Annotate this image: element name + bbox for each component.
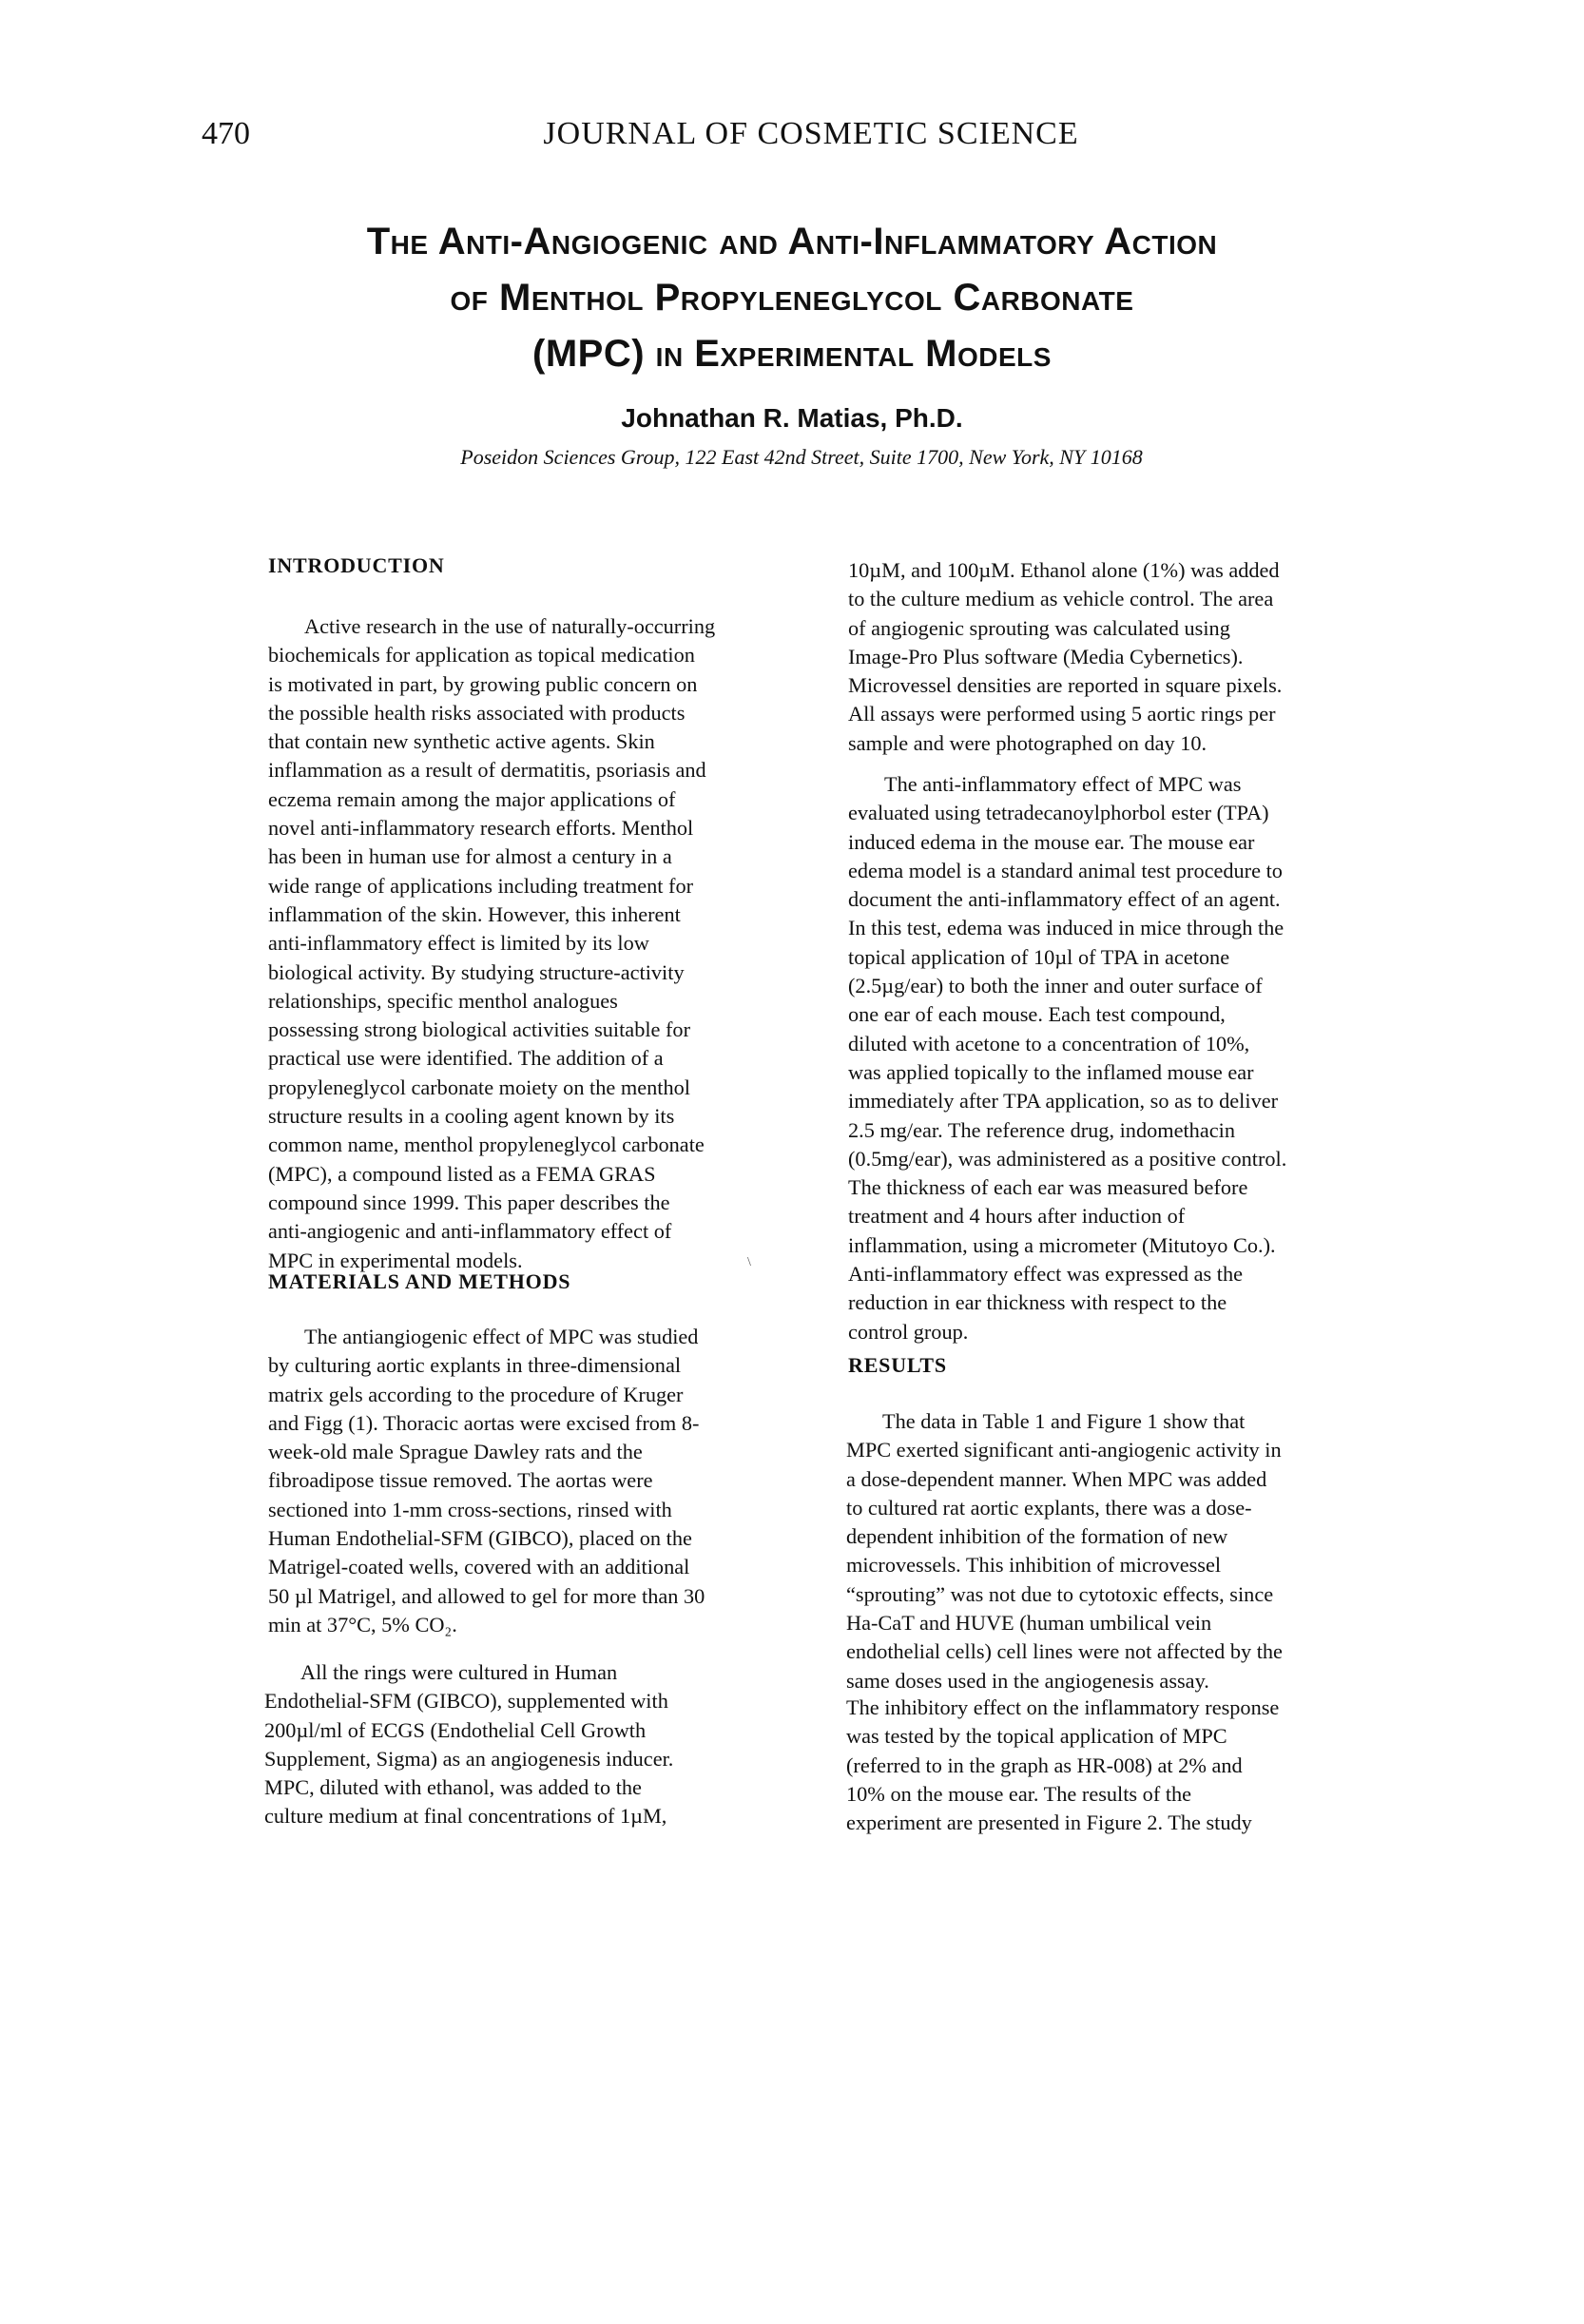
text-line: 2.5 mg/ear. The reference drug, indomethacin	[848, 1117, 1235, 1142]
section-heading-introduction: INTRODUCTION	[268, 553, 445, 577]
text-line: culture medium at final concentrations of 1µM,	[264, 1804, 667, 1829]
text-line: eczema remain among the major applications of	[268, 786, 676, 811]
text-line: (0.5mg/ear), was administered as a positive control.	[848, 1146, 1287, 1171]
paragraph	[848, 770, 1286, 1346]
scan-mark: \	[747, 1255, 751, 1269]
text-line: MPC exerted significant anti-angiogenic activity in	[846, 1438, 1282, 1462]
text-line: week-old male Sprague Dawley rats and the	[268, 1440, 643, 1464]
text-line: 10µM, and 100µM. Ethanol alone (1%) was added	[848, 558, 1280, 582]
text-line: document the anti-inflammatory effect of an agent.	[848, 887, 1281, 912]
text-line: one ear of each mouse. Each test compound,	[848, 1002, 1226, 1027]
section-heading-results: RESULTS	[848, 1353, 947, 1377]
text-line: Microvessel densities are reported in square pixels.	[848, 673, 1283, 698]
text-line: MPC, diluted with ethanol, was added to the	[264, 1775, 642, 1800]
text-line: 10% on the mouse ear. The results of the	[846, 1781, 1192, 1806]
text-line: All the rings were cultured in Human	[300, 1660, 618, 1684]
paragraph	[846, 1407, 1283, 1695]
text-line: diluted with acetone to a concentration of 10%,	[848, 1031, 1250, 1055]
text-line: control group.	[848, 1319, 969, 1344]
title-line: of Menthol Propyleneglycol Carbonate	[450, 277, 1134, 319]
paragraph	[846, 1694, 1279, 1837]
text-line: same doses used in the angiogenesis assay.	[846, 1668, 1209, 1693]
running-header-journal: JOURNAL OF COSMETIC SCIENCE	[543, 116, 1079, 151]
text-line: endothelial cells) cell lines were not affected by the	[846, 1639, 1283, 1664]
text-line: matrix gels according to the procedure of Kruger	[268, 1382, 684, 1406]
text-line: has been in human use for almost a century in a	[268, 844, 672, 869]
text-line: and Figg (1). Thoracic aortas were excised from 8-	[268, 1410, 700, 1435]
affiliation: Poseidon Sciences Group, 122 East 42nd Street, Suite 1700, New York, NY 10168	[460, 445, 1143, 469]
text-line: The anti-inflammatory effect of MPC was	[884, 772, 1242, 796]
text-line: of angiogenic sprouting was calculated using	[848, 615, 1230, 640]
text-line: Human Endothelial-SFM (GIBCO), placed on the	[268, 1526, 692, 1551]
text-line: treatment and 4 hours after induction of	[848, 1204, 1186, 1229]
text-line: 200µl/ml of ECGS (Endothelial Cell Growth	[264, 1717, 647, 1742]
text-line: Endothelial-SFM (GIBCO), supplemented with	[264, 1689, 668, 1714]
text-line: reduction in ear thickness with respect to the	[848, 1290, 1227, 1315]
text-line: sectioned into 1-mm cross-sections, rinsed with	[268, 1497, 672, 1521]
text-line: (MPC), a compound listed as a FEMA GRAS	[268, 1161, 656, 1186]
paragraph	[264, 1658, 673, 1831]
text-line: (referred to in the graph as HR-008) at 2% and	[846, 1753, 1243, 1777]
text-line: propyleneglycol carbonate moiety on the menthol	[268, 1075, 690, 1099]
text-line: common name, menthol propyleneglycol carbonate	[268, 1133, 705, 1157]
text-line: possessing strong biological activities suitable for	[268, 1017, 691, 1042]
text-line: Anti-inflammatory effect was expressed as the	[848, 1262, 1244, 1287]
text-line: experiment are presented in Figure 2. The study	[846, 1811, 1252, 1835]
text-line: min at 37°C, 5% CO₂.	[268, 1612, 457, 1636]
title-line: (MPC) in Experimental Models	[532, 333, 1052, 375]
title-line: The Anti-Angiogenic and Anti-Inflammatory Action	[366, 221, 1218, 262]
text-line: Image-Pro Plus software (Media Cybernetics).	[848, 644, 1244, 668]
text-line: induced edema in the mouse ear. The mouse ear	[848, 829, 1255, 854]
text-line: Matrigel-coated wells, covered with an additional	[268, 1555, 690, 1579]
text-line: sample and were photographed on day 10.	[848, 730, 1207, 755]
paragraph	[268, 612, 715, 1275]
text-line: is motivated in part, by growing public concern on	[268, 671, 698, 696]
text-line: biological activity. By studying structure-activity	[268, 959, 685, 984]
text-line: wide range of applications including treatment for	[268, 873, 694, 898]
text-line: In this test, edema was induced in mice through the	[848, 916, 1285, 940]
page-number: 470	[202, 116, 250, 151]
text-line: fibroadipose tissue removed. The aortas were	[268, 1468, 653, 1493]
author: Johnathan R. Matias, Ph.D.	[621, 403, 963, 433]
text-line: All assays were performed using 5 aortic rings per	[848, 702, 1276, 726]
paragraph	[848, 556, 1282, 758]
text-line: Ha-CaT and HUVE (human umbilical vein	[846, 1611, 1212, 1636]
paragraph	[268, 1323, 705, 1639]
text-line: was tested by the topical application of MPC	[846, 1724, 1227, 1749]
text-line: structure results in a cooling agent known by its	[268, 1104, 675, 1129]
text-line: anti-inflammatory effect is limited by its low	[268, 931, 649, 956]
text-line: 50 µl Matrigel, and allowed to gel for more than 30	[268, 1583, 705, 1608]
text-line: to the culture medium as vehicle control. The area	[848, 587, 1274, 611]
text-line: was applied topically to the inflamed mouse ear	[848, 1059, 1254, 1084]
text-line: practical use were identified. The addition of a	[268, 1046, 664, 1071]
text-line: novel anti-inflammatory research efforts. Menthol	[268, 816, 694, 841]
text-line: edema model is a standard animal test procedure to	[848, 858, 1283, 882]
article-title	[0, 214, 1584, 382]
text-line: anti-angiogenic and anti-inflammatory effect of	[268, 1219, 672, 1244]
text-line: immediately after TPA application, so as to deliver	[848, 1089, 1279, 1114]
section-heading-materials-methods: MATERIALS AND METHODS	[268, 1269, 571, 1293]
text-line: a dose-dependent manner. When MPC was added	[846, 1466, 1267, 1491]
text-line: MPC in experimental models.	[268, 1248, 523, 1272]
text-line: The inhibitory effect on the inflammatory response	[846, 1695, 1280, 1719]
text-line: inflammation as a result of dermatitis, psoriasis and	[268, 758, 706, 783]
text-line: Supplement, Sigma) as an angiogenesis inducer.	[264, 1746, 674, 1771]
text-line: inflammation of the skin. However, this inherent	[268, 901, 681, 926]
text-line: microvessels. This inhibition of microvessel	[846, 1553, 1222, 1578]
text-line: evaluated using tetradecanoylphorbol ester (TPA)	[848, 801, 1269, 825]
text-line: the possible health risks associated with products	[268, 700, 686, 725]
text-line: to cultured rat aortic explants, there was a dose-	[846, 1495, 1252, 1520]
text-line: inflammation, using a micrometer (Mitutoyo Co.).	[848, 1232, 1276, 1257]
text-line: The thickness of each ear was measured before	[848, 1175, 1248, 1200]
text-line: Active research in the use of naturally-occurring	[304, 614, 716, 638]
text-line: that contain new synthetic active agents. Skin	[268, 729, 655, 754]
text-line: relationships, specific menthol analogues	[268, 988, 618, 1013]
text-line: compound since 1999. This paper describes the	[268, 1190, 670, 1214]
text-line: (2.5µg/ear) to both the inner and outer surface of	[848, 974, 1263, 998]
text-line: biochemicals for application as topical medication	[268, 643, 695, 668]
text-line: The data in Table 1 and Figure 1 show that	[882, 1409, 1246, 1433]
text-line: topical application of 10µl of TPA in acetone	[848, 944, 1230, 969]
text-line: “sprouting” was not due to cytotoxic effects, since	[846, 1581, 1274, 1606]
text-line: The antiangiogenic effect of MPC was studied	[304, 1325, 699, 1348]
text-line: by culturing aortic explants in three-dimensional	[268, 1353, 682, 1378]
text-line: dependent inhibition of the formation of new	[846, 1524, 1228, 1549]
